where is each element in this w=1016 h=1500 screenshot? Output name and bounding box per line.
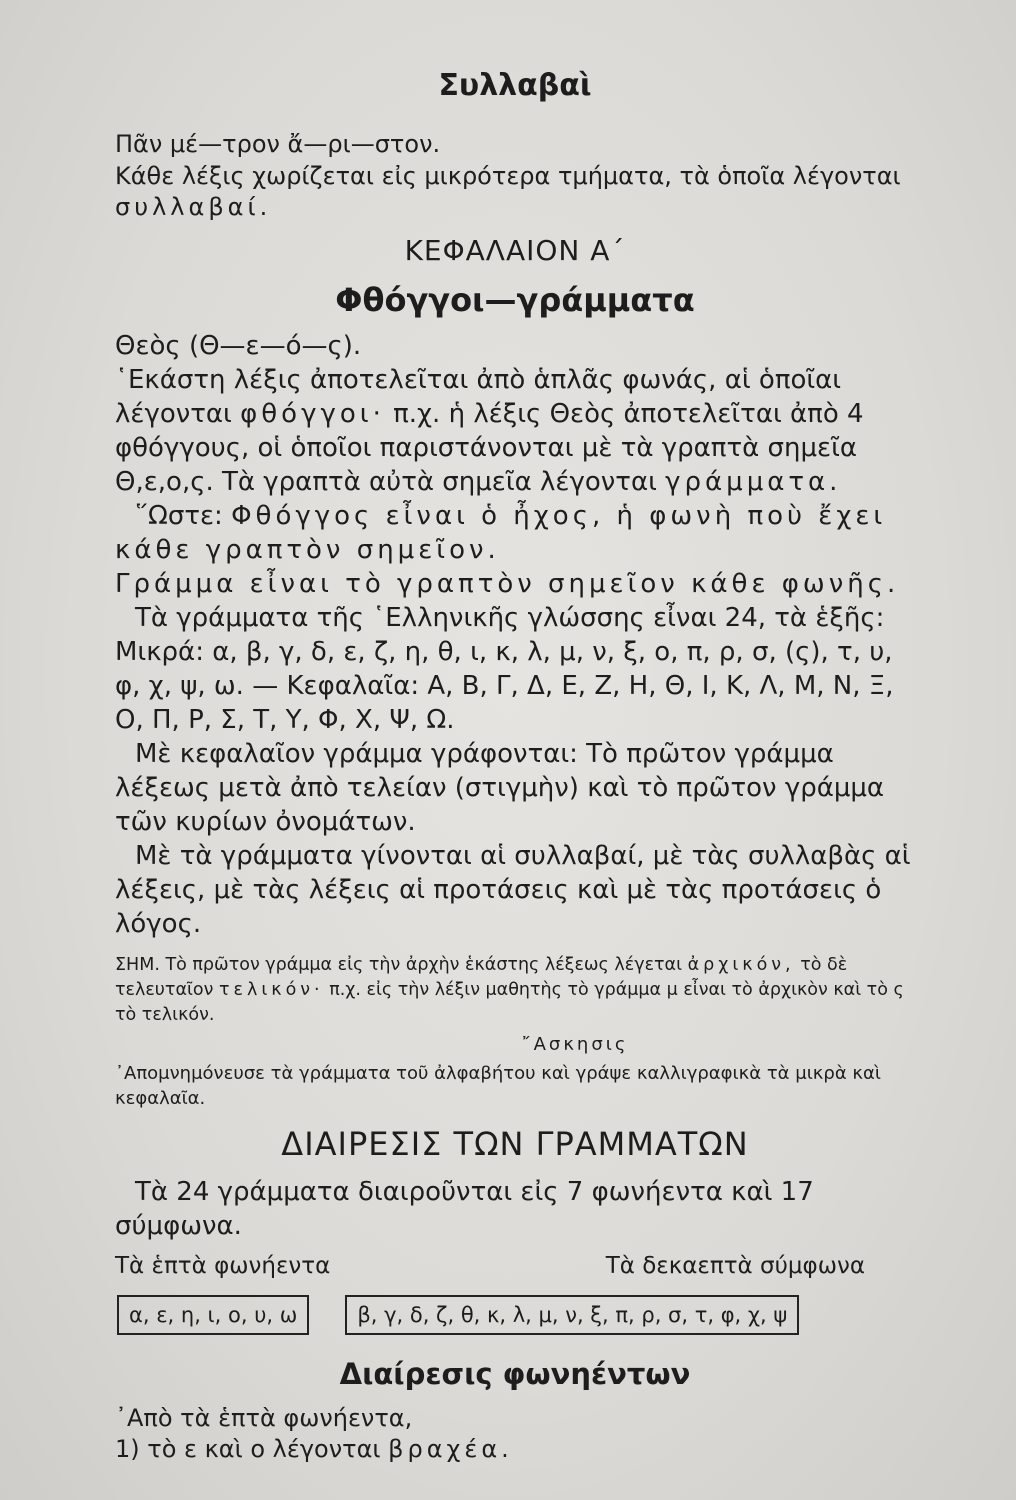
definition-gramma: Γράμμα εἶναι τὸ γραπτὸν σημεῖον κάθε φωνῆς. — [115, 568, 900, 599]
vowels-box: α, ε, η, ι, ο, υ, ω — [117, 1295, 309, 1335]
vowel-division-intro: ᾿Απὸ τὰ ἑπτὰ φωνήεντα, — [115, 1403, 413, 1432]
sounds-example: Θεὸς (Θ—ε—ό—ς). — [115, 330, 362, 361]
heading-division: ΔΙΑΙΡΕΣΙΣ ΤΩΝ ΓΡΑΜΜΑΤΩΝ — [281, 1124, 749, 1163]
syllables-paragraph: Κάθε λέξις χωρίζεται εἰς μικρότερα τμήματα, τὰ ὁποῖα λέγονται συλλαβαί. — [115, 161, 901, 221]
composition-rule: Μὲ τὰ γράμματα γίνονται αἱ συλλαβαί, μὲ τὰς συλλαβὰς αἱ λέξεις, μὲ τὰς λέξεις αἱ προτάσεις καὶ μὲ τὰς προτάσεις ὁ λόγος. — [115, 840, 911, 939]
term-grammata: γράμματα. — [665, 466, 842, 497]
alphabet-capital: — Κεφαλαῖα: Α, Β, Γ, Δ, Ε, Ζ, Η, Θ, Ι, Κ, Λ, Μ, Ν, Ξ, Ο, Π, Ρ, Σ, Τ, Υ, Φ, Χ, Ψ, Ω. — [115, 670, 894, 735]
note-paragraph: ΣΗΜ. Τὸ πρῶτον γράμμα εἰς τὴν ἀρχὴν ἑκάστης λέξεως λέγεται ἀρχικόν, τὸ δὲ τελευταῖον τελικόν· π.χ. εἰς τὴν λέξιν μαθητὴς τὸ γράμμα μ εἶναι τὸ ἀρχικὸν καὶ τὸ ς τὸ τελικόν. — [115, 954, 904, 1025]
alphabet-intro: Τὰ γράμματα τῆς ῾Ελληνικῆς γλώσσης εἶναι 24, τὰ ἑξῆς: — [135, 602, 885, 633]
term-phthongoi: φθόγγοι· — [240, 398, 385, 429]
exercise-text: ᾿Απομνημόνευσε τὰ γράμματα τοῦ ἀλφαβήτου καὶ γράψε καλλιγραφικὰ τὰ μικρὰ καὶ κεφαλαῖα. — [115, 1062, 881, 1109]
vowel-division-item-1: 1) τὸ ε καὶ ο λέγονται βραχέα. — [115, 1435, 513, 1463]
definition-phthongos: ῞Ωστε: Φθόγγος εἶναι ὁ ἦχος, ἡ φωνὴ ποὺ ἔχει κάθε γραπτὸν σημεῖον. — [115, 500, 887, 565]
heading-vowel-division: Διαίρεσις φωνηέντων — [339, 1356, 691, 1391]
heading-syllables: Συλλαβαὶ — [438, 68, 592, 103]
consonants-box: β, γ, δ, ζ, θ, κ, λ, μ, ν, ξ, π, ρ, σ, τ, φ, χ, ψ — [345, 1295, 799, 1335]
sounds-paragraph: ῾Εκάστη λέξις ἀποτελεῖται ἀπὸ ἁπλᾶς φωνάς, αἱ ὁποῖαι λέγονται φθόγγοι· π.χ. ἡ λέξις Θεὸς ἀποτελεῖται ἀπὸ 4 φθόγγους, οἱ ὁποῖοι παριστάνονται μὲ τὰ γραπτὰ σημεῖα Θ,ε,ο,ς. Τὰ γραπτὰ αὐτὰ σημεῖα λέγονται γράμματα. — [115, 364, 864, 497]
alphabet-list — [115, 635, 915, 737]
heading-chapter: ΚΕΦΑΛΑΙΟΝ Α΄ — [404, 233, 626, 267]
capital-rule: Μὲ κεφαλαῖον γράμμα γράφονται: Τὸ πρῶτον γράμμα λέξεως μετὰ ἀπὸ τελείαν (στιγμὴν) καὶ τὸ πρῶτον γράμμα τῶν κυρίων ὀνομάτων. — [115, 738, 885, 837]
page-content — [115, 60, 915, 1466]
division-intro: Τὰ 24 γράμματα διαιροῦνται εἰς 7 φωνήεντα καὶ 17 σύμφωνα. — [115, 1176, 814, 1241]
exercise-title: ῎Ασκησις — [521, 1033, 629, 1055]
division-labels — [115, 1253, 915, 1279]
syllables-example: Πᾶν μέ—τρον ἄ—ρι—στον. — [115, 130, 441, 158]
letter-boxes — [115, 1295, 915, 1335]
term-syllables: συλλαβαί. — [115, 193, 272, 221]
consonants-label: Τὰ δεκαεπτὰ σύμφωνα — [605, 1252, 865, 1279]
heading-sounds-letters: Φθόγγοι—γράμματα — [335, 280, 695, 319]
vowels-label: Τὰ ἑπτὰ φωνήεντα — [115, 1252, 331, 1279]
term-brachea: βραχέα. — [388, 1435, 513, 1463]
alphabet-small: Μικρά: α, β, γ, δ, ε, ζ, η, θ, ι, κ, λ, μ, ν, ξ, ο, π, ρ, σ, (ς), τ, υ, φ, χ, ψ, ω. — [115, 636, 893, 701]
